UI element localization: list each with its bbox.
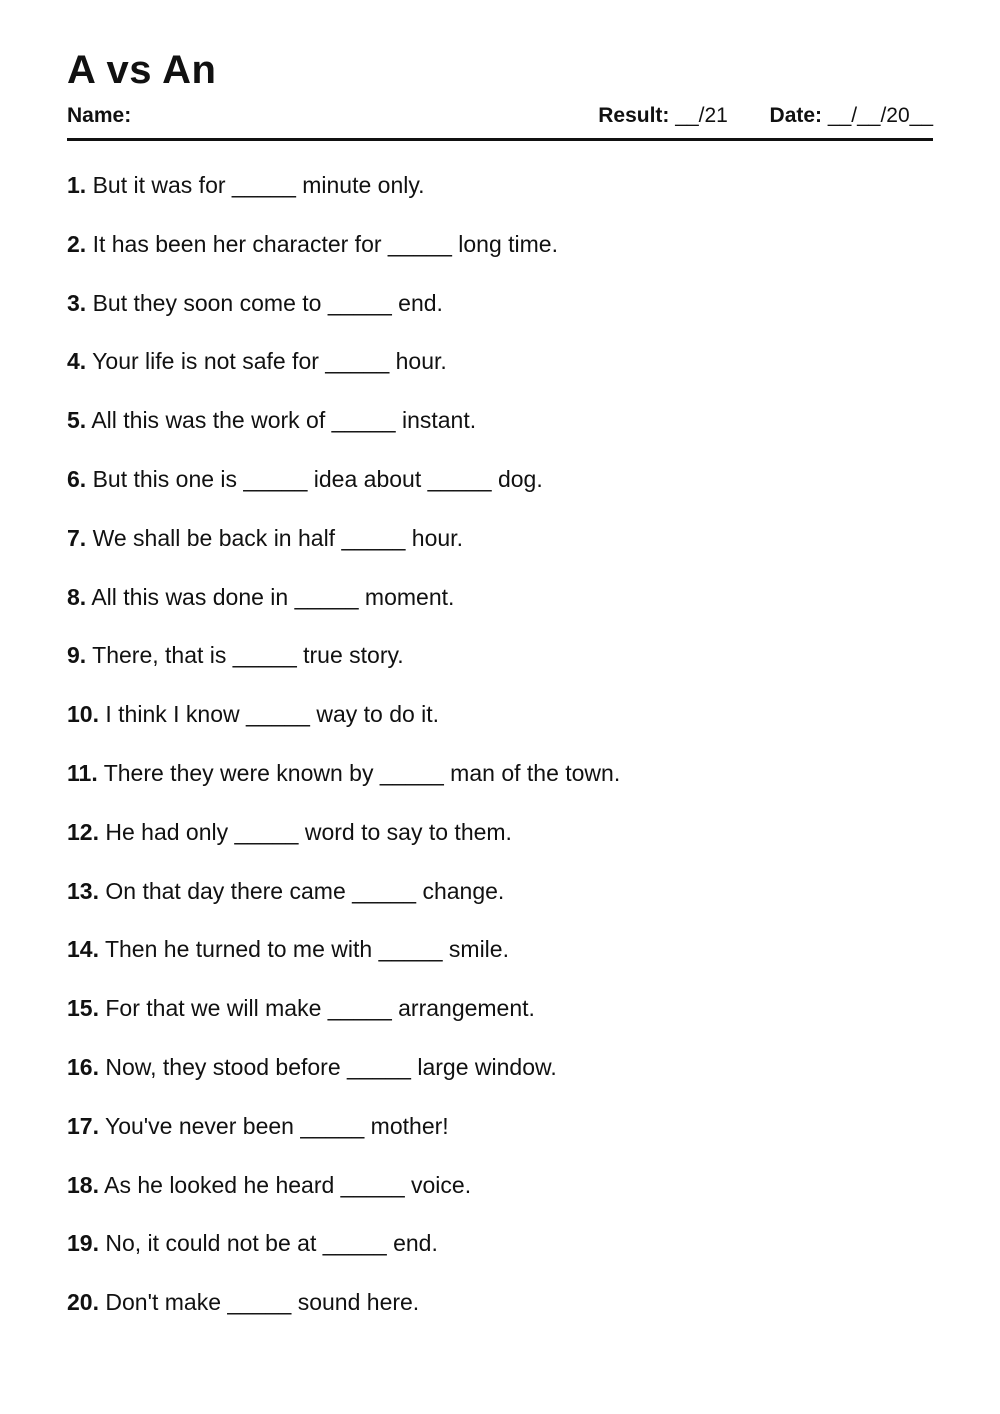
header-divider xyxy=(67,138,933,141)
question-item xyxy=(67,283,620,342)
question-number: 12. xyxy=(67,818,99,845)
worksheet-title: A vs An xyxy=(67,48,217,92)
question-number: 17. xyxy=(67,1112,99,1139)
question-text: It has been her character for _____ long time. xyxy=(92,230,558,257)
question-item xyxy=(67,577,620,636)
question-item xyxy=(67,341,620,400)
question-text: Your life is not safe for _____ hour. xyxy=(92,348,447,375)
question-text: He had only _____ word to say to them. xyxy=(105,818,512,845)
question-number: 14. xyxy=(67,936,99,963)
question-number: 5. xyxy=(67,407,87,434)
question-item xyxy=(67,1282,620,1341)
question-item xyxy=(67,400,620,459)
question-text: On that day there came _____ change. xyxy=(105,877,505,904)
question-item xyxy=(67,165,620,224)
question-number: 16. xyxy=(67,1053,99,1080)
question-number: 8. xyxy=(67,583,87,610)
question-number: 11. xyxy=(67,759,98,786)
question-item xyxy=(67,929,620,988)
question-item xyxy=(67,1223,620,1282)
question-text: But they soon come to _____ end. xyxy=(92,289,443,316)
question-text: But this one is _____ idea about _____ dog. xyxy=(92,465,543,492)
question-list xyxy=(67,165,620,1341)
question-text: I think I know _____ way to do it. xyxy=(105,701,440,728)
question-text: For that we will make _____ arrangement. xyxy=(105,995,535,1022)
question-text: There, that is _____ true story. xyxy=(92,642,404,669)
question-item xyxy=(67,224,620,283)
question-number: 13. xyxy=(67,877,99,904)
question-number: 19. xyxy=(67,1230,99,1257)
date-label: Date: xyxy=(769,104,823,127)
question-number: 2. xyxy=(67,230,87,257)
question-item xyxy=(67,694,620,753)
question-number: 7. xyxy=(67,524,87,551)
result-date-group xyxy=(598,102,933,130)
question-text: Don't make _____ sound here. xyxy=(105,1289,420,1316)
question-item xyxy=(67,459,620,518)
question-text: But it was for _____ minute only. xyxy=(92,172,425,198)
question-number: 20. xyxy=(67,1289,99,1316)
question-item xyxy=(67,635,620,694)
question-number: 15. xyxy=(67,995,99,1022)
worksheet-header xyxy=(67,102,933,130)
question-item xyxy=(67,812,620,871)
question-text: All this was the work of _____ instant. xyxy=(91,407,477,434)
question-number: 3. xyxy=(67,289,87,316)
question-item xyxy=(67,1047,620,1106)
result-label: Result: xyxy=(598,104,670,127)
question-item xyxy=(67,988,620,1047)
question-item xyxy=(67,753,620,812)
question-text: You've never been _____ mother! xyxy=(104,1112,449,1139)
date-value: __/__/20__ xyxy=(827,104,933,127)
question-item xyxy=(67,518,620,577)
name-label: Name: xyxy=(67,104,132,127)
question-item xyxy=(67,1165,620,1224)
question-number: 4. xyxy=(67,348,87,375)
result-value: __/21 xyxy=(675,104,728,127)
question-number: 9. xyxy=(67,642,87,669)
question-number: 1. xyxy=(67,172,87,198)
question-item xyxy=(67,1106,620,1165)
question-text: No, it could not be at _____ end. xyxy=(105,1230,438,1257)
question-text: Then he turned to me with _____ smile. xyxy=(104,936,509,963)
question-item xyxy=(67,871,620,930)
question-text: As he looked he heard _____ voice. xyxy=(104,1171,472,1198)
question-number: 6. xyxy=(67,465,87,492)
question-text: There they were known by _____ man of the town. xyxy=(103,759,621,786)
question-text: Now, they stood before _____ large window. xyxy=(105,1053,557,1080)
question-text: All this was done in _____ moment. xyxy=(91,583,455,610)
question-text: We shall be back in half _____ hour. xyxy=(92,524,463,551)
question-number: 18. xyxy=(67,1171,99,1198)
question-number: 10. xyxy=(67,701,99,728)
